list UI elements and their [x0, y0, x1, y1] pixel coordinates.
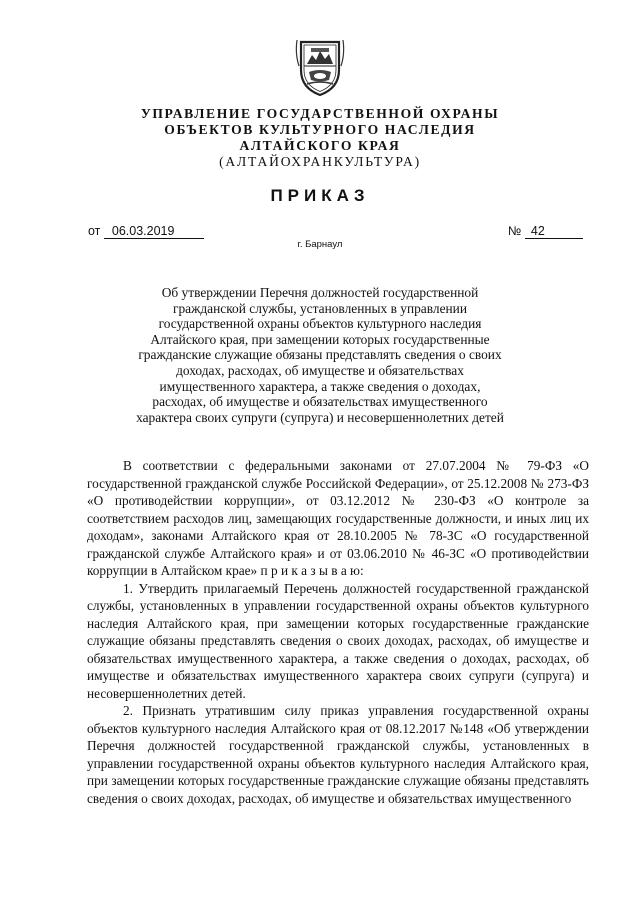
- org-name-line-2: ОБЪЕКТОВ КУЛЬТУРНОГО НАСЛЕДИЯ: [164, 122, 476, 137]
- order-subject: [120, 285, 520, 425]
- clause-1-paragraph: 1. Утвердить прилагаемый Перечень должностей государственной гражданской службы, установленных в управлении государственной охраны объектов культурного наследия Алтайского края, при замещении которых государственные гражданские служащие обязаны представлять сведения о своих доходах, расходах, об имуществе и обязательствах имущественного характера, а также сведения о доходах, расходах, об имуществе и обязательствах имущественного характера своих супруги (супруга) и несовершеннолетних детей.: [87, 580, 589, 701]
- subject-line: Об утверждении Перечня должностей государственной: [161, 285, 479, 300]
- date-value: 06.03.2019: [104, 224, 204, 239]
- date-prefix: от: [88, 224, 101, 238]
- subject-line: гражданской службы, установленных в управлении: [172, 300, 468, 316]
- subject-line: расходах, об имуществе и обязательствах имущественного: [152, 394, 488, 410]
- subject-line: государственной охраны объектов культурного наследия: [158, 316, 482, 332]
- org-abbreviation: (АЛТАЙОХРАНКУЛЬТУРА): [219, 154, 421, 169]
- city: г. Барнаул: [297, 239, 343, 250]
- org-name-line-1: УПРАВЛЕНИЕ ГОСУДАРСТВЕННОЙ ОХРАНЫ: [140, 106, 500, 121]
- altai-krai-coat-of-arms-icon: [295, 36, 345, 98]
- org-name-line-3: АЛТАЙСКОГО КРАЯ: [239, 138, 401, 153]
- subject-line: Алтайского края, при замещении которых государственные: [150, 331, 490, 347]
- document-title: ПРИКАЗ: [270, 186, 370, 205]
- document-number: [508, 224, 583, 239]
- clause-2-paragraph: 2. Признать утратившим силу приказ управления государственной охраны объектов культурного наследия Алтайского края от 08.12.2017 №148 «Об утверждении Перечня должностей государственной гражданской службы, установленных в управлении государственной охраны объектов культурного наследия Алтайского края, при замещении которых государственные гражданские служащие обязаны представлять сведения о своих доходах, расходах, об имуществе и обязательствах имущественного: [87, 703, 589, 806]
- subject-line: доходах, расходах, об имуществе и обязательствах: [176, 362, 464, 378]
- subject-line: гражданские служащие обязаны представлять сведения о своих: [138, 347, 502, 363]
- subject-line: характера своих супруги (супруга) и несовершеннолетних детей: [136, 409, 504, 425]
- document-date: [88, 224, 204, 239]
- number-prefix: №: [508, 224, 522, 238]
- subject-line: имущественного характера, а также сведения о доходах,: [159, 378, 481, 394]
- preamble-paragraph: В соответствии с федеральными законами от 27.07.2004 № 79-ФЗ «О государственной гражданской службе Российской Федерации», от 25.12.2008 № 273-ФЗ «О противодействии коррупции», от 03.12.2012 № 230-ФЗ «О контроле за соответствием расходов лиц, замещающих государственные должности, и иных лиц их доходам», законами Алтайского края от 28.10.2005 № 78-ЗС «О государственной гражданской службе Алтайского края» и от 03.06.2010 № 46-ЗС «О противодействии коррупции в Алтайском крае» п р и к а з ы в а ю:: [87, 458, 589, 578]
- number-value: 42: [525, 224, 583, 239]
- order-body: [87, 457, 589, 807]
